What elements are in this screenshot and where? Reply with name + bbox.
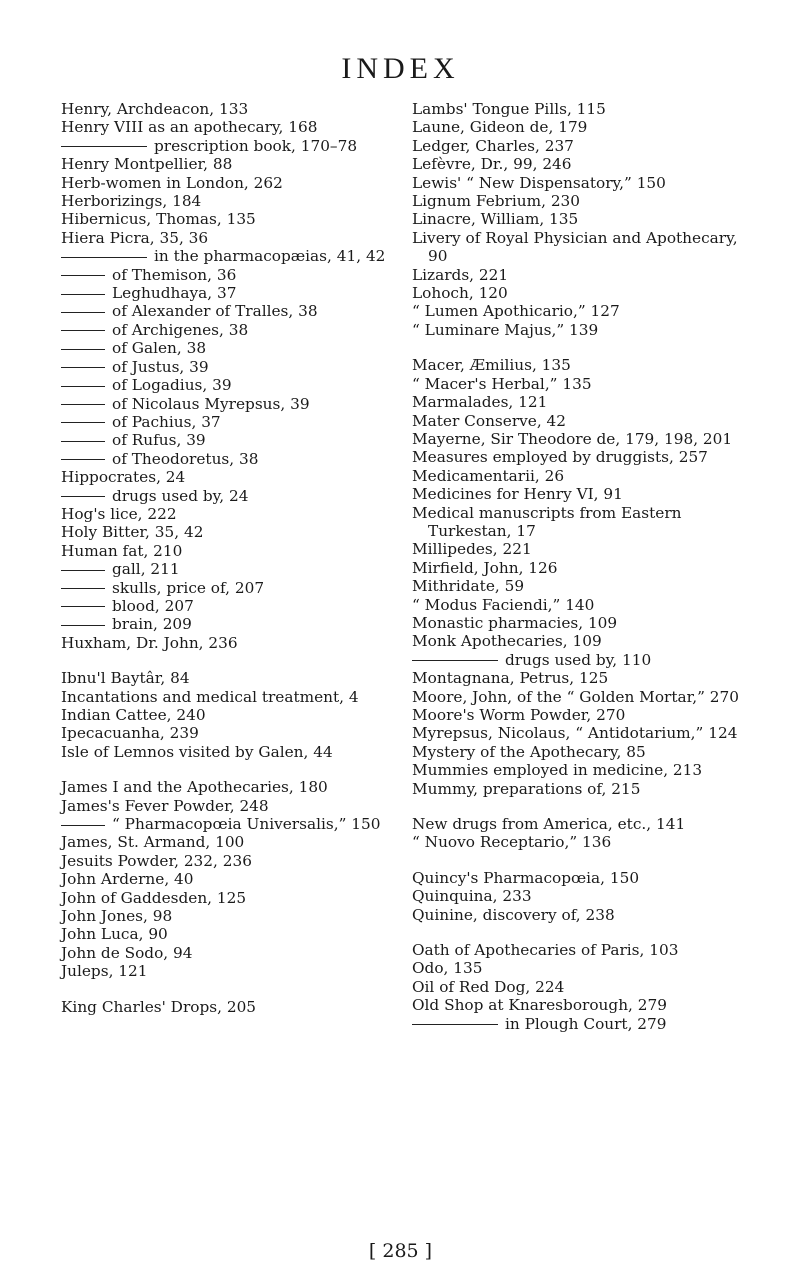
index-entry-text: Old Shop at Knaresborough, 279 — [412, 996, 667, 1015]
index-entry — [412, 393, 752, 411]
index-entry-text: James's Fever Powder, 248 — [61, 796, 269, 815]
ditto-dash — [61, 404, 105, 405]
index-entry-text: of Logadius, 39 — [112, 376, 232, 395]
index-entry-text: Hibernicus, Thomas, 135 — [61, 210, 256, 229]
index-entry-text: Odo, 135 — [412, 959, 483, 978]
index-entry — [412, 266, 752, 284]
index-entry — [412, 229, 752, 266]
index-entry-text: Mummies employed in medicine, 213 — [412, 761, 703, 780]
index-entry-text: Herb-women in London, 262 — [61, 173, 283, 192]
ditto-dash — [61, 496, 105, 497]
index-entry — [412, 321, 752, 339]
index-entry — [61, 431, 401, 449]
index-entry — [412, 941, 752, 959]
ditto-dash — [61, 459, 105, 460]
index-entry — [412, 467, 752, 485]
section-gap — [61, 652, 401, 669]
index-entry — [412, 688, 752, 706]
index-entry — [61, 210, 401, 228]
index-entry-text: Lohoch, 120 — [412, 284, 508, 303]
index-entry-text: brain, 209 — [112, 615, 192, 634]
index-entry — [61, 778, 401, 796]
index-entry-text: Jesuits Powder, 232, 236 — [61, 851, 252, 870]
index-entry — [412, 724, 752, 742]
index-entry — [61, 505, 401, 523]
index-entry-text: of Alexander of Tralles, 38 — [112, 302, 318, 321]
index-entry — [412, 906, 752, 924]
index-entry — [61, 579, 401, 597]
index-entry — [412, 118, 752, 136]
ditto-dash — [61, 441, 105, 442]
index-entry-text: Mirfield, John, 126 — [412, 558, 558, 577]
index-entry — [61, 797, 401, 815]
index-entry — [412, 137, 752, 155]
index-entry — [412, 869, 752, 887]
ditto-dash — [412, 660, 498, 661]
index-entry — [412, 815, 752, 833]
index-entry — [61, 413, 401, 431]
index-entry — [412, 210, 752, 228]
index-entry — [61, 266, 401, 284]
index-entry — [412, 485, 752, 503]
index-entry-text: Henry, Archdeacon, 133 — [61, 100, 249, 118]
index-entry-text: of Themison, 36 — [112, 265, 237, 284]
index-entry-text: Laune, Gideon de, 179 — [412, 118, 588, 137]
index-entry — [61, 137, 401, 155]
index-entry — [61, 450, 401, 468]
index-entry — [412, 100, 752, 118]
ditto-dash — [61, 825, 105, 826]
index-entry-text: Isle of Lemnos visited by Galen, 44 — [61, 742, 333, 761]
index-entry — [412, 577, 752, 595]
index-entry-text: Mater Conserve, 42 — [412, 411, 567, 430]
index-entry-text: John de Sodo, 94 — [61, 943, 193, 962]
index-entry-text: Mystery of the Apothecary, 85 — [412, 742, 646, 761]
index-entry-text: Monk Apothecaries, 109 — [412, 632, 602, 651]
page-number: [ 285 ] — [368, 1240, 433, 1262]
index-entry-text: Ipecacuanha, 239 — [61, 724, 199, 743]
index-entry-text: of Archigenes, 38 — [112, 320, 249, 339]
index-entry-text: Lewis' “ New Dispensatory,” 150 — [412, 173, 666, 192]
index-column-left — [61, 100, 401, 1016]
ditto-dash — [61, 367, 105, 368]
index-entry — [412, 959, 752, 977]
index-entry-text: of Pachius, 37 — [112, 412, 221, 431]
index-entry — [61, 615, 401, 633]
index-entry-text: Human fat, 210 — [61, 541, 183, 560]
index-entry — [61, 395, 401, 413]
index-entry — [412, 978, 752, 996]
ditto-dash — [61, 294, 105, 295]
ditto-dash — [61, 146, 147, 147]
index-entry-text: “ Macer's Herbal,” 135 — [412, 374, 592, 393]
index-entry — [61, 743, 401, 761]
index-entry — [61, 597, 401, 615]
index-entry — [412, 356, 752, 374]
index-entry-text: James, St. Armand, 100 — [61, 833, 245, 852]
index-entry — [61, 998, 401, 1016]
index-entry-text: drugs used by, 24 — [112, 486, 249, 505]
index-entry-text: Herborizings, 184 — [61, 192, 202, 211]
index-entry — [412, 614, 752, 632]
index-entry — [61, 468, 401, 486]
index-entry — [61, 815, 401, 833]
index-entry — [61, 339, 401, 357]
index-entry-text: Medical manuscripts from Eastern Turkestan, 17 — [412, 503, 682, 540]
index-entry-text: Mithridate, 59 — [412, 577, 525, 596]
index-entry-text: “ Luminare Majus,” 139 — [412, 320, 599, 339]
index-entry-text: Ledger, Charles, 237 — [412, 136, 574, 155]
index-entry-text: Moore, John, of the “ Golden Mortar,” 270 — [412, 687, 739, 706]
index-entry — [412, 669, 752, 687]
index-entry-text: Macer, Æmilius, 135 — [412, 356, 571, 375]
ditto-dash — [412, 1024, 498, 1025]
index-entry — [412, 632, 752, 650]
index-entry — [412, 375, 752, 393]
index-entry — [61, 833, 401, 851]
index-entry-text: Indian Cattee, 240 — [61, 706, 206, 724]
index-entry — [61, 192, 401, 210]
index-entry — [61, 560, 401, 578]
index-entry-text: of Rufus, 39 — [112, 431, 206, 450]
index-entry-text: Linacre, William, 135 — [412, 210, 579, 229]
section-gap — [61, 761, 401, 778]
section-gap — [412, 798, 752, 815]
index-entry-text: John Jones, 98 — [61, 907, 173, 926]
index-entry-text: Leghudhaya, 37 — [112, 284, 237, 303]
index-entry-text: Holy Bitter, 35, 42 — [61, 523, 204, 542]
ditto-dash — [61, 312, 105, 313]
index-entry — [412, 302, 752, 320]
ditto-dash — [61, 570, 105, 571]
index-entry-text: Lambs' Tongue Pills, 115 — [412, 100, 606, 118]
index-entry — [61, 688, 401, 706]
index-entry — [412, 430, 752, 448]
index-entry-text: prescription book, 170–78 — [154, 136, 358, 155]
index-entry-text: of Justus, 39 — [112, 357, 209, 376]
index-entry — [61, 907, 401, 925]
index-entry — [412, 448, 752, 466]
index-entry-text: in Plough Court, 279 — [505, 1014, 667, 1033]
index-entry — [61, 889, 401, 907]
index-entry — [61, 870, 401, 888]
index-entry — [61, 321, 401, 339]
index-entry-text: blood, 207 — [112, 596, 194, 615]
index-entry-text: “ Modus Faciendi,” 140 — [412, 595, 595, 614]
index-entry — [61, 118, 401, 136]
index-entry — [412, 559, 752, 577]
index-entry — [61, 284, 401, 302]
ditto-dash — [61, 330, 105, 331]
index-entry — [412, 504, 752, 541]
index-entry-text: Incantations and medical treatment, 4 — [61, 687, 359, 706]
ditto-dash — [61, 625, 105, 626]
index-entry-text: Lizards, 221 — [412, 265, 509, 284]
index-entry-text: Marmalades, 121 — [412, 393, 548, 412]
index-entry — [61, 376, 401, 394]
index-entry — [61, 302, 401, 320]
index-entry-text: Mummy, preparations of, 215 — [412, 779, 641, 798]
ditto-dash — [61, 275, 105, 276]
index-entry-text: James I and the Apothecaries, 180 — [61, 778, 328, 797]
index-entry — [61, 542, 401, 560]
index-entry-text: Hiera Picra, 35, 36 — [61, 228, 209, 247]
index-entry-text: John Luca, 90 — [61, 925, 168, 944]
index-entry — [412, 780, 752, 798]
index-entry — [412, 996, 752, 1014]
index-entry — [61, 247, 401, 265]
index-entry-text: of Galen, 38 — [112, 339, 207, 358]
index-entry-text: of Theodoretus, 38 — [112, 449, 259, 468]
index-entry-text: drugs used by, 110 — [505, 650, 652, 669]
index-entry-text: King Charles' Drops, 205 — [61, 997, 257, 1016]
index-entry-text: Oil of Red Dog, 224 — [412, 977, 565, 996]
index-entry-text: Quincy's Pharmacopœia, 150 — [412, 868, 640, 887]
index-entry — [412, 1015, 752, 1033]
index-entry-text: Myrepsus, Nicolaus, “ Antidotarium,” 124 — [412, 724, 738, 743]
index-entry-text: Henry VIII as an apothecary, 168 — [61, 118, 318, 137]
index-entry-text: Huxham, Dr. John, 236 — [61, 633, 238, 652]
index-entry — [61, 706, 401, 724]
index-entry — [61, 634, 401, 652]
index-entry-text: Quinquina, 233 — [412, 887, 532, 906]
index-entry-text: Hippocrates, 24 — [61, 468, 186, 487]
index-entry-text: Oath of Apothecaries of Paris, 103 — [412, 941, 679, 960]
index-entry-text: Henry Montpellier, 88 — [61, 155, 233, 174]
index-entry — [61, 669, 401, 687]
section-gap — [412, 852, 752, 869]
index-entry-text: Hog's lice, 222 — [61, 504, 177, 523]
index-entry — [412, 174, 752, 192]
index-entry — [61, 944, 401, 962]
index-entry — [412, 284, 752, 302]
index-entry-text: Ibnu'l Baytâr, 84 — [61, 669, 190, 688]
index-entry-text: Medicines for Henry VI, 91 — [412, 485, 623, 504]
index-entry-text: “ Lumen Apothicario,” 127 — [412, 302, 620, 321]
index-entry — [412, 412, 752, 430]
index-entry-text: New drugs from America, etc., 141 — [412, 815, 686, 834]
index-entry — [61, 925, 401, 943]
index-entry — [61, 155, 401, 173]
ditto-dash — [61, 422, 105, 423]
index-entry-text: Lignum Febrium, 230 — [412, 192, 581, 211]
index-entry-text: Livery of Royal Physician and Apothecary, 90 — [412, 228, 738, 266]
ditto-dash — [61, 257, 147, 258]
index-entry-text: “ Nuovo Receptario,” 136 — [412, 833, 612, 852]
index-entry — [412, 706, 752, 724]
index-entry-text: Medicamentarii, 26 — [412, 466, 565, 485]
index-entry-text: Juleps, 121 — [61, 962, 148, 981]
index-entry — [61, 100, 401, 118]
index-entry — [61, 229, 401, 247]
index-entry-text: Mayerne, Sir Theodore de, 179, 198, 201 — [412, 429, 733, 448]
index-entry-text: Measures employed by druggists, 257 — [412, 448, 708, 467]
index-entry — [412, 761, 752, 779]
section-gap — [412, 339, 752, 356]
index-entry — [61, 962, 401, 980]
index-entry — [412, 155, 752, 173]
index-entry-text: Quinine, discovery of, 238 — [412, 905, 615, 924]
index-entry — [61, 523, 401, 541]
index-entry — [61, 174, 401, 192]
index-entry-text: Montagnana, Petrus, 125 — [412, 669, 609, 688]
section-gap — [412, 924, 752, 941]
index-column-right — [412, 100, 752, 1033]
index-entry — [412, 833, 752, 851]
page-title: INDEX — [341, 52, 460, 85]
index-entry-text: Moore's Worm Powder, 270 — [412, 706, 626, 724]
index-entry — [412, 743, 752, 761]
ditto-dash — [61, 606, 105, 607]
index-entry-text: in the pharmacopæias, 41, 42 — [154, 247, 386, 266]
ditto-dash — [61, 349, 105, 350]
index-entry-text: skulls, price of, 207 — [112, 578, 265, 597]
index-entry-text: Lefèvre, Dr., 99, 246 — [412, 155, 572, 174]
index-entry — [412, 192, 752, 210]
index-entry — [61, 487, 401, 505]
index-entry — [412, 887, 752, 905]
index-entry-text: “ Pharmacopœia Universalis,” 150 — [112, 815, 381, 834]
index-entry — [412, 651, 752, 669]
index-entry — [412, 596, 752, 614]
index-entry — [61, 724, 401, 742]
index-entry — [412, 540, 752, 558]
index-entry-text: gall, 211 — [112, 560, 180, 579]
index-entry-text: John Arderne, 40 — [61, 870, 194, 889]
index-entry — [61, 852, 401, 870]
section-gap — [61, 981, 401, 998]
index-entry — [61, 358, 401, 376]
ditto-dash — [61, 588, 105, 589]
ditto-dash — [61, 386, 105, 387]
index-entry-text: of Nicolaus Myrepsus, 39 — [112, 394, 310, 413]
index-entry-text: John of Gaddesden, 125 — [61, 888, 247, 907]
index-entry-text: Monastic pharmacies, 109 — [412, 613, 618, 632]
index-entry-text: Millipedes, 221 — [412, 540, 532, 559]
